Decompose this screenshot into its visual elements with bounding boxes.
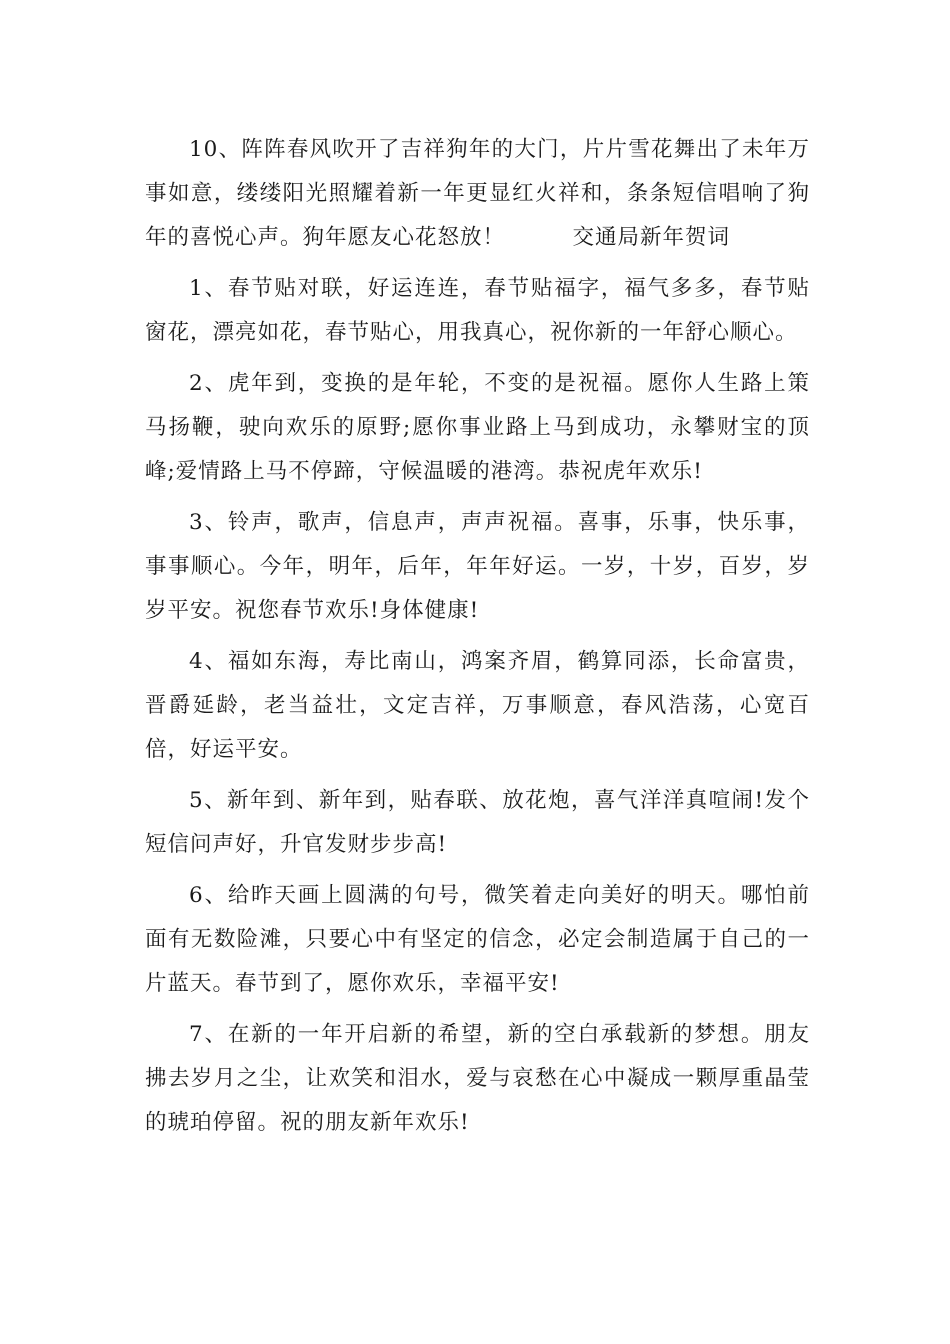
paragraph-5: 5、新年到、新年到，贴春联、放花炮，喜气洋洋真喧闹!发个短信问声好，升官发财步步高! (145, 788, 810, 857)
paragraph-10: 10、阵阵春风吹开了吉祥狗年的大门，片片雪花舞出了未年万事如意，缕缕阳光照耀着新一年更显红火祥和，条条短信唱响了狗年的喜悦心声。狗年愿友心花怒放！ 交通局新年贺词 (145, 137, 810, 250)
paragraph-1: 1、春节贴对联，好运连连，春节贴福字，福气多多，春节贴窗花，漂亮如花，春节贴心，用我真心，祝你新的一年舒心顺心。 (145, 276, 810, 345)
paragraph-6: 6、给昨天画上圆满的句号，微笑着走向美好的明天。哪怕前面有无数险滩，只要心中有坚定的信念，必定会制造属于自己的一片蓝天。春节到了，愿你欢乐，幸福平安! (145, 883, 810, 996)
document-body (145, 128, 810, 1152)
paragraph-3: 3、铃声，歌声，信息声，声声祝福。喜事，乐事，快乐事，事事顺心。今年，明年，后年，年年好运。一岁，十岁，百岁，岁岁平安。祝您春节欢乐!身体健康! (145, 510, 810, 623)
paragraph-4: 4、福如东海，寿比南山，鸿案齐眉，鹤算同添，长命富贵，晋爵延龄，老当益壮，文定吉祥，万事顺意，春风浩荡，心宽百倍，好运平安。 (145, 649, 810, 762)
paragraph-7: 7、在新的一年开启新的希望，新的空白承载新的梦想。朋友拂去岁月之尘，让欢笑和泪水，爱与哀愁在心中凝成一颗厚重晶莹的琥珀停留。祝的朋友新年欢乐! (145, 1022, 810, 1135)
paragraph-2: 2、虎年到，变换的是年轮，不变的是祝福。愿你人生路上策马扬鞭，驶向欢乐的原野;愿你事业路上马到成功，永攀财宝的顶峰;爱情路上马不停蹄，守候温暖的港湾。恭祝虎年欢乐! (145, 371, 810, 484)
